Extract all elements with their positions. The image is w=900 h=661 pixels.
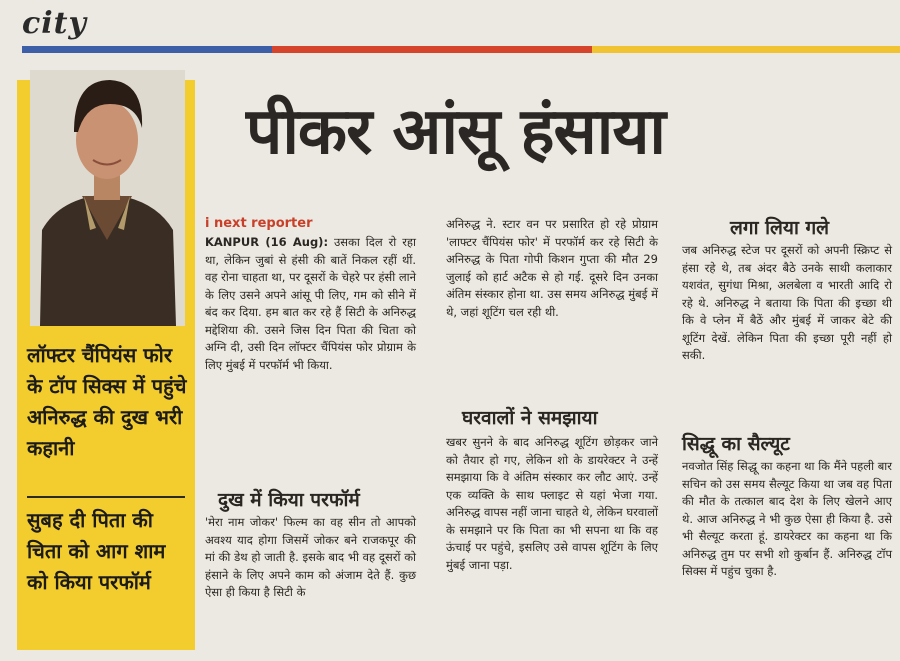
sidebar-subkicker: सुबह दी पिता की चिता को आग शाम को किया परफॉर्म (27, 508, 166, 594)
sidebar-kicker: लॉफ्टर चैंपियंस फोर के टॉप सिक्स में पहुंचे अनिरुद्ध की दुख भरी कहानी (27, 343, 187, 460)
section-label: city (22, 6, 87, 41)
dateline: KANPUR (16 Aug): (205, 235, 329, 249)
column-2-paragraph-2: खबर सुनने के बाद अनिरुद्ध शूटिंग छोड़कर जाने को तैयार हो गए, लेकिन शो के डायरेक्टर ने उन्हें समझाया कि वे अंतिम संस्कार कर लौट आएं. उन्हें एक व्यक्ति के साथ फ्लाइट से यहां भेजा गया. अनिरुद्ध वापस नहीं जाना चाहते थे, लेकिन घरवालों के समझाने पर कि पिता का भी सपना था कि वह ऊंचाई पर पहुंचे, इसलिए उसे वापस शूटिंग के लिए मुंबई जाना पड़ा. (446, 435, 658, 572)
column-3-subhead-1: लगा लिया गले (730, 217, 830, 239)
masthead-rule-blue (22, 46, 272, 53)
column-3-paragraph-2: नवजोत सिंह सिद्धू का कहना था कि मैंने पहली बार सचिन को उस समय सैल्यूट किया था जब वह पिता की मौत के तत्काल बाद देश के लिए खेलने आए थे. आज अनिरुद्ध ने भी कुछ ऐसा ही किया है. उसे भी सैल्यूट करता हूं. डायरेक्टर का कहना था कि अनिरुद्ध तुम पर सभी शो कुर्बान हैं. अनिरुद्ध टॉप सिक्स में पहुंच चुका है. (682, 459, 892, 578)
column-1-subhead: दुख में किया परफॉर्म (218, 489, 360, 511)
column-1-paragraph-2: 'मेरा नाम जोकर' फिल्म का वह सीन तो आपको अवश्य याद होगा जिसमें जोकर बने राजकपूर की मां की डेथ हो जाती है. इसके बाद भी वह दूसरों को हंसाने के लिए अपने काम को अंजाम देते हैं. कुछ ऐसा ही किया है सिटी के (205, 515, 416, 599)
sidebar-divider (27, 496, 185, 498)
portrait-photo (30, 70, 185, 326)
column-1-top (205, 234, 416, 374)
byline: i next reporter (205, 216, 313, 231)
column-3-paragraph-1: जब अनिरुद्ध स्टेज पर दूसरों को अपनी स्क्रिप्ट से हंसा रहे थे, तब अंदर बैठे उनके साथी कलाकार यशवंत, सुगंधा मिश्रा, अलबेला व भारती आदि रो रहे थे. अनिरुद्ध ने बताया कि पिता की इच्छा थी कि वे प्लेन में बैठें और मुंबई में जाकर बेटे की शूटिंग देखें. लेकिन पिता की इच्छा पूरी नहीं हो सकी. (682, 243, 892, 362)
column-1-paragraph-1: उसका दिल रो रहा था, लेकिन जुबां से हंसी की बातें निकल रहीं थीं. वह रोना चाहता था, पर दूसरों के चेहरे पर हंसी लाने के लिए उसने अपने आंसू पी लिए, गम को सीने में बंद कर दिया. हम बात कर रहे हैं सिटी के अनिरुद्ध मद्देशिया की. उसने जिस दिन पिता की चिता को अग्नि दी, उसी दिन लॉफ्टर चैंपियंस फोर प्रोग्राम के लिए मुंबई में परफॉर्म भी किया. (205, 235, 417, 372)
masthead-rule-yellow (592, 46, 900, 53)
column-3-subhead-2: सिद्धू का सैल्यूट (682, 433, 790, 455)
column-2-subhead: घरवालों ने समझाया (462, 407, 598, 429)
headline: पीकर आंसू हंसाया (246, 95, 666, 169)
masthead-rule-red (272, 46, 592, 53)
column-2-paragraph-1: अनिरुद्ध ने. स्टार वन पर प्रसारित हो रहे प्रोग्राम 'लाफ्टर चैंपियंस फोर' में परफॉर्म कर रहे सिटी के अनिरुद्ध के पिता गोपी किशन गुप्ता की मौत 29 जुलाई को हार्ट अटैक से हो गई. दूसरे दिन उनका अंतिम संस्कार होना था. उस समय अनिरुद्ध मुंबई में थे, जहां शूटिंग चल रही थी. (446, 217, 658, 319)
